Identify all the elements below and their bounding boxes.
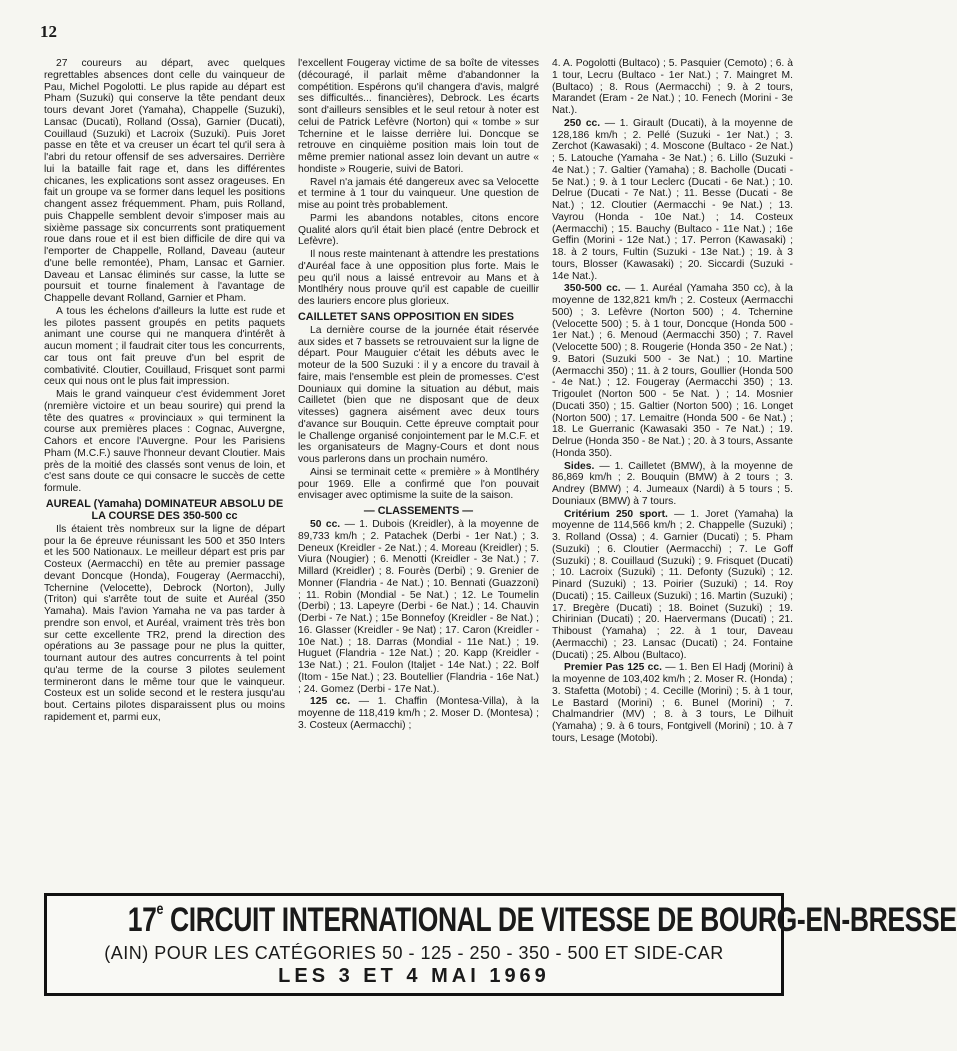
results-text: — 1. Dubois (Kreidler), à la moyenne de 89,733 km/h ; 2. Patachek (Derbi - 1er Nat.) ; 3. Deneux (Kreidler - 2e Nat.) ; 4. Moreau (Kreidler) ; 5. Viura (Nougier) ; 6. Menotti (Kreidler - 3e Nat.) ; 7. Millard (Kreidler) ; 8. Fourès (Derbi) ; 9. Grenier de Monner (Flandria - 4e Nat.) ; 10. Bennati (Guazzoni) ; 11. Robin (Mondial - 5e Nat.) ; 12. Le Toumelin (Derbi) ; 13. Lapeyre (Derbi - 6e Nat.) ; 14. Chauvin (Derbi - 7e Nat.) ; 15e Bonnefoy (Kreidler - 8e Nat.) ; 16. Glasser (Kreidler - 9e Nat) ; 17. Caron (Kreidler - 10e Nat.) ; 18. Darras (Mondial - 11e Nat.) ; 19. Huguet (Flandria - 12e Nat.) ; 20. Kapp (Kreidler - 13e Nat.) ; 21. Foulon (Italjet - 14e Nat.) ; 22. Bolf (Itom - 15e Nat.) ; 23. Boutellier (Flandria - 16e Nat.) ; 24. Gomez (Derbi - 17e Nat.). xyxy=(298,519,539,695)
results-premier-pas xyxy=(552,662,793,744)
results-label: 350-500 cc. xyxy=(564,283,621,295)
page-number: 12 xyxy=(40,22,57,41)
paragraph: l'excellent Fougeray victime de sa boîte de vitesses (découragé, il parlait même d'abandonner la compétition. Espérons qu'il changera d'avis, malgré ses difficultés... financières), Debrock. Les écarts sont d'ailleurs sensibles et le seul retour à noter est celui de Patrick Lefèvre (Norton) qui « tombe » sur Tchernine et le laisse derrière lui. Doncque se retrouve en cinquième position mais loin tout de même premier national assez loin devant un autre « hondiste » Rougerie, suivi de Batori. xyxy=(298,58,539,175)
column-2 xyxy=(298,58,539,888)
results-125cc xyxy=(298,696,539,731)
results-50cc xyxy=(298,519,539,695)
section-heading: CAILLETET SANS OPPOSITION EN SIDES xyxy=(298,310,514,323)
results-text: — 1. Ben El Hadj (Morini) à la moyenne de 103,402 km/h ; 2. Moser R. (Honda) ; 3. Stafetta (Motobi) ; 4. Cecille (Morini) ; 5. à 1 tour, Le Bastard (Morini) ; 6. Bunel (Morini) ; 7. Chalmandrier (MV) ; 8. à 3 tours, Le Dilhuit (Yamaha) ; 9. à 6 tours, Fontgivell (Morini) ; 10. à 7 tours, Lesage (Motobi). xyxy=(552,662,793,744)
paragraph: Ravel n'a jamais été dangereux avec sa Velocette et termine à 1 tour du vainqueur. Une question de mise au point très probablement. xyxy=(298,176,539,211)
results-label: Sides. xyxy=(564,460,595,472)
column-1 xyxy=(44,58,285,888)
paragraph: 27 coureurs au départ, avec quelques regrettables absences dont celle du vainqueur de Pau, Michel Pogolotti. Le plus rapide au départ est Pham (Suzuki) qui conserve la tête pendant deux tours devant Joret (Yamaha), Chappelle (Suzuki), Lansac (Ducati), Rolland (Ossa), Garnier (Ducati), Couillaud (Suzuki) et Lacroix (Suzuki). Puis Joret passe en tête et va creuser un écart tel qu'il sera à l'abri du retour offensif de ses adversaires. Derrière lui la bataille fait rage et, dans les différentes chicanes, les explications sont assez orageuses. En fait un groupe va se former dans lequel les positions changent assez fréquemment. Pham, puis Rolland, puis Chappelle semblent devoir s'imposer mais au sixième passage six concurrents sont pratiquement roue dans roue et il est bien difficile de dire qui va l'emporter de Chappelle, Rolland, Daveau (auteur d'une belle remontée), Pham, Lansac et Garnier. Daveau et Lansac éliminés sur casse, la lutte se poursuit et tourne finalement à l'avantage de Chappelle devant Rolland, Garnier et Pham. xyxy=(44,58,285,304)
paragraph: Ils étaient très nombreux sur la ligne de départ pour la 6e épreuve réunissant les 500 et 350 Inters et les 500 Nationaux. Le meilleur départ est pris par Costeux (Aermacchi) en tête au premier passage devant Doncque (Honda), Fougeray (Aermacchi), Tchernine (Velocette), Debrock (Norton), Jully (Triton) qui s'arrête tout de suite et Auréal (350 Yamaha). Mais l'avion Yamaha ne va pas tarder à prendre son envol, et Auréal, vraiment très très bon sur cette excellente TR2, prend la direction des opérations au 3e passage pour ne plus la quitter, tournant autour des autres concurrents à tel point qu'au terme de la course 3 pilotes seulement termineront dans le même tour que le vainqueur. Costeux est un solide second et le restera jusqu'au bout. Certains pilotes disparaissent plus ou moins rapidement et, parmi eux, xyxy=(44,523,285,723)
results-350-500cc xyxy=(552,283,793,459)
paragraph: Mais le grand vainqueur c'est évidemment Joret (nremière victoire et un beau sourire) qui prend la tête des quatres « provinciaux » qui terminent la course aux premières places : Cognac, Auvergne, Cahors et encore l'Auvergne. Pour les Parisiens Pham (M.C.F.) sauve l'honneur devant Cloutier. Mais près de la moitié des classés sont venus de loin, et c'est sans doute ce qui consacre le succès de cette formule. xyxy=(44,389,285,494)
results-text: — 1. Cailletet (BMW), à la moyenne de 86,869 km/h ; 2. Bouquin (BMW) à 2 tours ; 3. Andrey (BMW) ; 4. Jumeaux (Nardi) à 5 tours ; 5. Douniaux (BMW) à 7 tours. xyxy=(552,460,793,507)
results-text: — 1. Joret (Yamaha) la moyenne de 114,566 km/h ; 2. Chappelle (Suzuki) ; 3. Rolland (Ossa) ; 4. Garnier (Ducati) ; 5. Pham (Suzuki) ; 6. Cloutier (Aermacchi) ; 7. Le Goff (Suzuki) ; 8. Couillaud (Suzuki) ; 9. Frisquet (Ducati) ; 10. Lacroix (Suzuki) ; 11. Defonty (Suzuki) ; 12. Pinard (Suzuki) ; 13. Poirier (Suzuki) ; 14. Roy (Ducati) ; 15. Cailleux (Suzuki) ; 16. Martin (Suzuki) ; 17. Bregère (Ducati) ; 18. Boinet (Suzuki) ; 19. Chirinian (Ducati) ; 20. Haervermans (Ducati) ; 21. Thiboust (Yamaha) ; 22. à 1 tour, Daveau (Aermacchi) ; 23. Lansac (Ducati) ; 24. Fontaine (Ducati) ; 25. Albou (Bultaco). xyxy=(552,508,793,661)
results-text: — 1. Girault (Ducati), à la moyenne de 128,186 km/h ; 2. Pellé (Suzuki - 1er Nat.) ; 3. Zerchot (Kawasaki) ; 4. Moscone (Bultaco - 2e Nat.) ; 5. Latouche (Yamaha - 3e Nat.) ; 6. Lillo (Suzuki - 4e Nat.) ; 7. Galtier (Yamaha) ; 8. Bacholle (Ducati - 5e Nat.) ; 9. à 1 tour Leclerc (Ducati - 6e Nat.) ; 10. Delrue (Ducati - 7e Nat.) ; 11. Besse (Ducati - 8e Nat.) ; 12. Cloutier (Aermacchi - 9e Nat.) ; 13. Vayrou (Honda - 10e Nat.) ; 14. Costeux (Aermacchi) ; 15. Bauchy (Bultaco - 11e Nat.) ; 16e Geffin (Morini - 12e Nat.) ; 17. Perron (Kawasaki) ; 18. à 2 tours, Fultin (Suzuki - 13e Nat.) ; 19. à 3 tours, Blosser (Kawasaki) ; 20. Siccardi (Suzuki - 14e Nat.). xyxy=(552,117,794,282)
results-125cc-cont: 4. A. Pogolotti (Bultaco) ; 5. Pasquier (Cemoto) ; 6. à 1 tour, Lecru (Bultaco - 1er Nat.) ; 7. Maingret M. (Bultaco) ; 8. Rous (Aermacchi) ; 9. à 2 tours, Marandet (Eram - 2e Nat.) ; 10. Fenech (Morini - 3e Nat.). xyxy=(552,58,793,116)
column-3 xyxy=(552,58,793,888)
paragraph: Parmi les abandons notables, citons encore Qualité alors qu'il était bien placé (entre Debrock et Lefèvre). xyxy=(298,212,539,248)
paragraph: La dernière course de la journée était réservée aux sides et 7 bassets se retrouvaient sur la ligne de départ. Pour Mauguier c'était les débuts avec le moteur de la 500 Suzuki : il y a encore du travail à faire, mais l'ensemble est plein de promesses. C'est Douniaux qui domine la situation au début, mais Cailletet (bien que ne disposant que de deux vitesses) gagnera aisément avec deux tours d'avance sur Bouquin. Cette épreuve comptait pour le Challenge organisé conjointement par le M.C.F. et les organisateurs de Magny-Cours et dont nous vous parlerons dans un prochain numéro. xyxy=(298,324,539,465)
results-criterium xyxy=(552,509,793,662)
results-label: 250 cc. xyxy=(564,117,601,129)
banner-ordinal: e xyxy=(156,901,164,918)
banner-title-text: CIRCUIT INTERNATIONAL DE VITESSE DE BOURG-EN-BRESSE xyxy=(163,901,957,939)
results-text: — 1. Auréal (Yamaha 350 cc), à la moyenne de 132,821 km/h ; 2. Costeux (Aermacchi 500) ; 3. Lefèvre (Norton 500) ; 4. Tchernine (Velocette 500) ; 5. à 1 tour, Doncque (Honda 500 - 1er Nat.) ; 6. Menoud (Aermacchi 350) ; 7. Ravel (Velocette 500) ; 8. Rougerie (Honda 350 - 2e Nat.) ; 9. Batori (Suzuki 500 - 3e Nat.) ; 10. Martine (Aermacchi 350) ; 11. à 2 tours, Goullier (Honda 500 - 4e Nat.) ; 12. Fougeray (Aermacchi 350) ; 13. Trigoulet (Norton 500 - 5e Nat. ) ; 14. Mosnier (Ducati 350) ; 15. Galtier (Norton 500) ; 16. Longet (Norton 500) ; 17. Lemaitre (Honda 500 - 6e Nat.) ; 18. Le Guerranic (Kawasaki 350 - 7e Nat.) ; 19. Delrue (Honda 350 - 8e Nat.) ; 20. à 3 tours, Assante (Honda 350). xyxy=(552,283,794,459)
paragraph: A tous les échelons d'ailleurs la lutte est rude et les pilotes passent groupés en petits paquets animant une course qui ne manquera d'intérêt à aucun moment ; il faudrait citer tous les concurrents, car tous ont fait preuve d'un bel esprit de combativité. Cloutier, Couillaud, Frisquet sont parmi ceux qui nous ont le plus fait impression. xyxy=(44,305,285,388)
banner-subtitle: (AIN) POUR LES CATÉGORIES 50 - 125 - 250 - 350 - 500 ET SIDE-CAR xyxy=(104,943,724,963)
results-label: 50 cc. xyxy=(310,519,341,530)
paragraph: Ainsi se terminait cette « première » à Montlhéry pour 1969. Elle a confirmé que l'on pouvait envisager avec optimisme la suite de la saison. xyxy=(298,466,539,502)
results-label: Premier Pas 125 cc. xyxy=(564,662,662,674)
banner-number: 17 xyxy=(127,901,157,939)
results-label: 125 cc. xyxy=(310,696,351,708)
results-250cc xyxy=(552,118,793,283)
results-sides xyxy=(552,461,793,508)
results-label: Critérium 250 sport. xyxy=(564,508,668,520)
banner-date: LES 3 ET 4 MAI 1969 xyxy=(278,965,550,987)
article-columns xyxy=(44,58,794,888)
banner-title xyxy=(127,900,957,940)
event-banner xyxy=(44,893,957,996)
results-text: — 1. Chaffin (Montesa-Villa), à la moyenne de 118,419 km/h ; 2. Moser D. (Montesa) ; 3. Costeux (Aermacchi) ; xyxy=(298,696,539,731)
classements-heading: — CLASSEMENTS — xyxy=(363,505,474,517)
section-heading: AUREAL (Yamaha) DOMINATEUR ABSOLU DE LA COURSE DES 350-500 cc xyxy=(45,497,284,522)
paragraph: Il nous reste maintenant à attendre les prestations d'Auréal face à une opposition plus forte. Mais le peu qu'il nous a laissé entrevoir au Mans et à Montlhéry nous prouve qu'il est capable de cueillir des lauriers encore plus glorieux. xyxy=(298,249,539,307)
